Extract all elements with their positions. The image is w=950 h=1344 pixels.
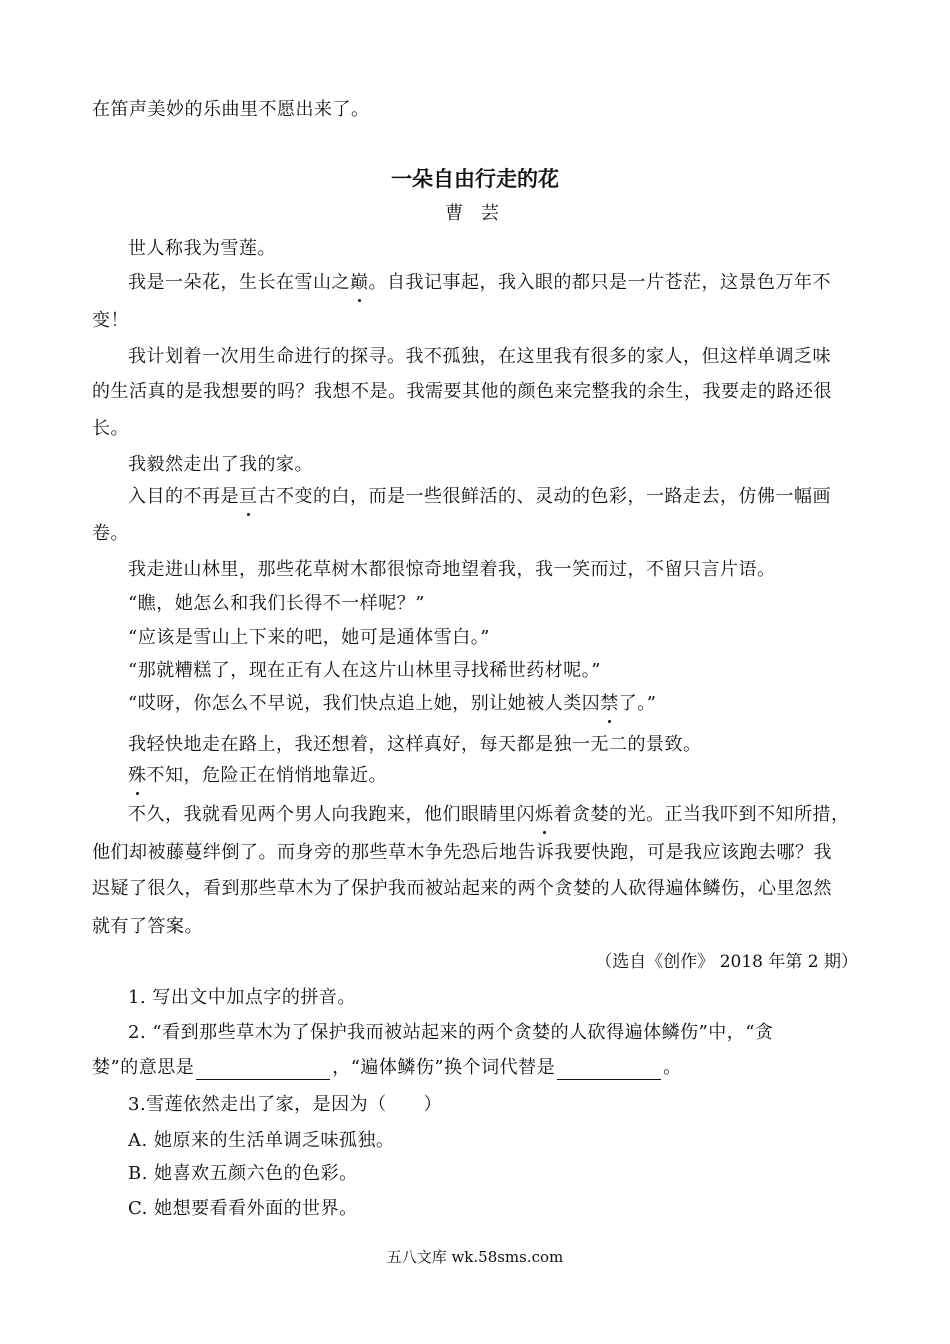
- paragraph-7: 我轻快地走在路上，我还想着，这样真好，每天都是独一无二的景致。: [128, 734, 702, 755]
- quote-2: “应该是雪山上下来的吧，她可是通体雪白。”: [128, 627, 490, 648]
- quote-1: “瞧，她怎么和我们长得不一样呢？”: [128, 593, 425, 614]
- paragraph-2-line-1: 我是一朵花，生长在雪山之巅。自我记事起，我入眼的都只是一片苍茫，这景色万年不: [128, 272, 831, 293]
- paragraph-8: 殊不知，危险正在悄悄地靠近。: [128, 765, 387, 786]
- paragraph-6: 我走进山林里，那些花草树木都很惊奇地望着我，我一笑而过，不留只言片语。: [128, 559, 776, 580]
- footer-watermark: 五八文库 wk.58sms.com: [386, 1248, 564, 1266]
- paragraph-3-line-3: 长。: [92, 418, 129, 439]
- paragraph-5-line-2: 卷。: [92, 523, 129, 544]
- intro-last-line: 在笛声美妙的乐曲里不愿出来了。: [92, 99, 370, 120]
- question-2-line-1: 2. “看到那些草木为了保护我而被站起来的两个贪婪的人砍得遍体鳞伤”中，“贪: [128, 1022, 774, 1043]
- paragraph-3-line-2: 的生活真的是我想要的吗？我想不是。我需要其他的颜色来完整我的余生，我要走的路还很: [92, 381, 832, 402]
- dotted-char: 殊: [128, 765, 147, 786]
- answer-blank-2[interactable]: [557, 1059, 661, 1080]
- paragraph-3-line-1: 我计划着一次用生命进行的探寻。我不孤独，在这里我有很多的家人，但这样单调乏味: [128, 346, 831, 367]
- answer-blank-1[interactable]: [196, 1059, 330, 1080]
- question-1: 1. 写出文中加点字的拼音。: [128, 987, 356, 1008]
- paragraph-2-line-2: 变！: [92, 310, 129, 331]
- article-title: 一朵自由行走的花: [391, 167, 559, 191]
- paragraph-4: 我毅然走出了我的家。: [128, 454, 313, 475]
- dotted-char: 禁: [600, 693, 619, 714]
- quote-4: “哎呀，你怎么不早说，我们快点追上她，别让她被人类囚禁了。”: [128, 693, 657, 714]
- option-a: A. 她原来的生活单调乏味孤独。: [128, 1130, 395, 1151]
- dotted-char: 烁: [535, 804, 554, 825]
- option-b: B. 她喜欢五颜六色的色彩。: [128, 1163, 358, 1184]
- dotted-char: 巅: [350, 272, 369, 293]
- quote-3: “那就糟糕了，现在正有人在这片山林里寻找稀世药材呢。”: [128, 660, 601, 681]
- option-c: C. 她想要看看外面的世界。: [128, 1198, 358, 1219]
- dotted-char: 亘: [239, 486, 258, 507]
- paragraph-9-line-2: 他们却被藤蔓绊倒了。而身旁的那些草木争先恐后地告诉我要快跑，可是我应该跑去哪？我: [92, 842, 832, 863]
- paragraph-9-line-1: 不久，我就看见两个男人向我跑来，他们眼睛里闪烁着贪婪的光。正当我吓到不知所措，: [128, 804, 850, 825]
- article-source: （选自《创作》 2018 年第 2 期）: [595, 952, 858, 972]
- article-author: 曹 芸: [445, 203, 505, 224]
- paragraph-1: 世人称我为雪莲。: [128, 238, 276, 259]
- question-3: 3.雪莲依然走出了家，是因为（ ）: [128, 1094, 443, 1115]
- paragraph-9-line-4: 就有了答案。: [92, 916, 203, 937]
- paragraph-9-line-3: 迟疑了很久，看到那些草木为了保护我而被站起来的两个贪婪的人砍得遍体鳞伤，心里忽然: [92, 878, 832, 899]
- paragraph-5-line-1: 入目的不再是亘古不变的白，而是一些很鲜活的、灵动的色彩，一路走去，仿佛一幅画: [128, 486, 831, 507]
- question-2-line-2: 婪”的意思是 ，“遍体鳞伤”换个词代替是 。: [92, 1057, 682, 1078]
